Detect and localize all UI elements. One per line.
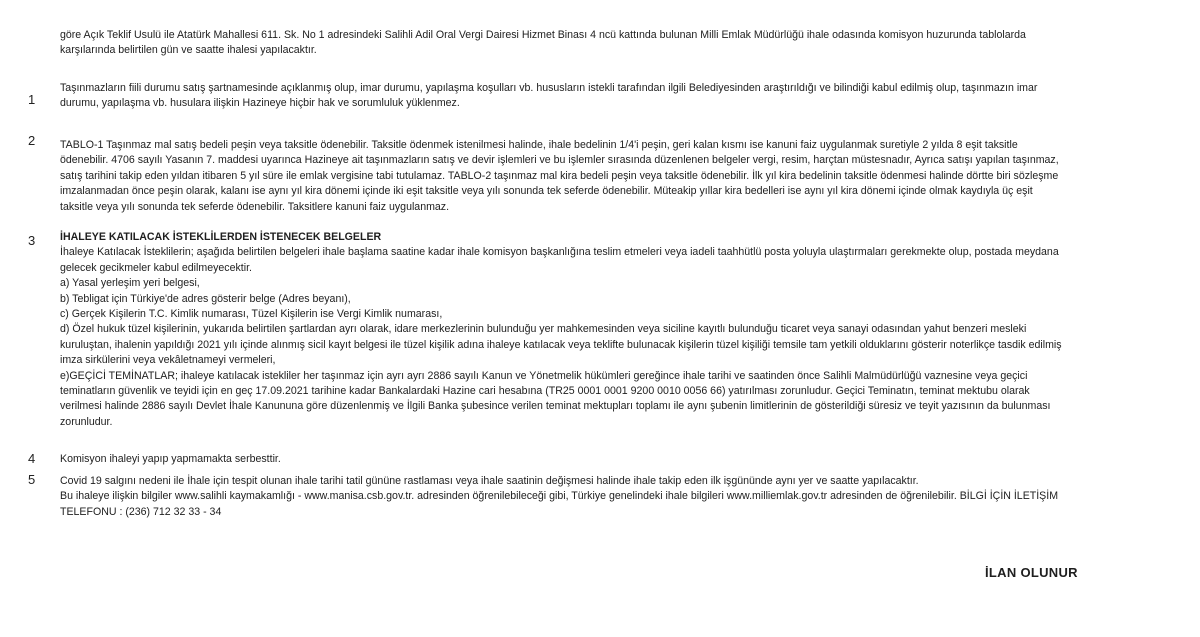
- item-number: 2: [28, 133, 36, 148]
- item-3-paragraph: [60, 230, 1160, 430]
- section-heading: İHALEYE KATILACAK İSTEKLİLERDEN İSTENECEK BELGELER: [60, 231, 382, 243]
- text-line: zorunludur.: [60, 415, 113, 428]
- text-line: imza sirkülerini veya vekâletnameyi vermeleri,: [60, 354, 276, 367]
- text-line: teminatların güvenlik ve teyidi için en geç 17.09.2021 tarihine kadar Bankalardaki Hazine cari hesabına (TR25 0001 0001 9200 0010 0056 66) yatırılması zorunludur. Geçici Teminatın, teminat mektubu olarak: [60, 385, 1030, 398]
- text-line: TELEFONU : (236) 712 32 33 - 34: [60, 505, 222, 518]
- text-line: gelecek gecikmeler kabul edilmeyecektir.: [60, 261, 252, 274]
- text-line: durumu, yapılaşma vb. husulara ilişkin Hazineye hiçbir hak ve sorumluluk yüklenmez.: [60, 97, 460, 110]
- text-line: satış tarihini takip eden yıldan itibaren 5 yıl süre ile emlak vergisine tabi tutulamaz. TABLO-2 taşınmaz mal kira bedeli peşin veya taksitle ödenebilir. İlk yıl kira bedelinin taksitle ödenmesi halinde dörtte biri sözleşme: [60, 169, 1059, 182]
- text-line: taksitle veya yılı sonunda tek seferde ödenebilir. Taksitlere kanuni faiz uygulanmaz.: [60, 200, 450, 213]
- item-number: 1: [28, 92, 36, 107]
- text-line: karşılarında belirtilen gün ve saatte ihalesi yapılacaktır.: [60, 44, 317, 57]
- text-line: göre Açık Teklif Usulü ile Atatürk Mahallesi 611. Sk. No 1 adresindeki Salihli Adil Oral Vergi Dairesi Hizmet Binası 4 ncü kattında bulunan Milli Emlak Müdürlüğü ihale odasında komisyon huzurunda tablolarda: [60, 29, 1026, 41]
- text-line: Bu ihaleye ilişkin bilgiler www.salihli kaymakamlığı - www.manisa.csb.gov.tr. adresinden öğrenilebileceği gibi, Türkiye genelindeki ihale bilgileri www.milliemlak.gov.tr adresinden de öğrenilebilir. BİLGİ İÇİN İLETİŞİM: [60, 490, 1059, 503]
- closing-statement: İLAN OLUNUR: [985, 565, 1078, 580]
- item-number: 5: [28, 472, 36, 487]
- list-item: e)GEÇİCİ TEMİNATLAR; ihaleye katılacak istekliler her taşınmaz için ayrı ayrı 2886 sayılı Kanun ve Yönetmelik hükümleri gereğince ihale tarihi ve saatinden önce Salihli Malmüdürlüğü vaznesine veya geçici: [60, 369, 1028, 382]
- text-line: imzalanmadan önce peşin olarak, kalanı ise aynı yıl kira dönemi içinde iki eşit taksitle veya yılı sonunda tek seferde ödenebilir. Müteakip yıllar kira bedelleri ise aynı yıl kira dönemi içinde olmak kaydıyla üç eşit: [60, 185, 1033, 198]
- text-line: İhaleye Katılacak İsteklilerin; aşağıda belirtilen belgeleri ihale başlama saatine kadar ihale komisyon başkanlığına teslim etmeleri veya iadeli taahhütlü posta yoluyla ulaştırmaları gerekmekte olup, postada meydana: [60, 246, 1059, 259]
- item-number: 3: [28, 233, 36, 248]
- item-4-paragraph: [60, 452, 1160, 467]
- text-line: ödenebilir. 4706 sayılı Yasanın 7. maddesi uyarınca Hazineye ait taşınmazların satış ve devir işlemleri ve bu işlemler sırasında düzenlenen belgeler vergi, resim, harçtan müstesnadır, Ayrıca satışı yapılan taşınmaz,: [60, 154, 1059, 167]
- list-item: c) Gerçek Kişilerin T.C. Kimlik numarası, Tüzel Kişilerin ise Vergi Kimlik numarası,: [60, 308, 443, 321]
- text-line: verilmesi halinde 2886 sayılı Devlet İhale Kanununa göre düzenlenmiş ve İlgili Banka şubesince verilen teminat mektupları toplamı ile aynı şubenin limitlerinin de gösterildiği süresiz ve teyit yazısının da bulunması: [60, 400, 1051, 413]
- text-line: kuruluştan, ihalenin yapıldığı 2021 yılı içinde alınmış sicil kayıt belgesi ile tüzel kişilik adına ihaleye katılacak veya teklifte bulunacak kişilerin tüzel kişiliği temsile tam yetkili olduklarını gösterir noterlikçe tasdik edilmiş: [60, 338, 1062, 351]
- item-2-paragraph: [60, 138, 1160, 215]
- list-item: b) Tebligat için Türkiye'de adres gösterir belge (Adres beyanı),: [60, 292, 351, 305]
- item-number: 4: [28, 451, 36, 466]
- text-line: Taşınmazların fiili durumu satış şartnamesinde açıklanmış olup, imar durumu, yapılaşma koşulları vb. hususların istekli tarafından ilgili Belediyesinden araştırıldığı ve bilindiği kabul edilmiş olup, taşınmazın imar: [60, 82, 1038, 94]
- list-item: a) Yasal yerleşim yeri belgesi,: [60, 277, 200, 290]
- text-line: Komisyon ihaleyi yapıp yapmamakta serbesttir.: [60, 453, 281, 465]
- text-line: Covid 19 salgını nedeni ile İhale için tespit olunan ihale tarihi tatil gününe rastlaması veya ihale saatinin değişmesi halinde ihale takip eden ilk işgününde aynı yer ve saatte yapılacaktır.: [60, 475, 919, 487]
- item-5-paragraph: [60, 474, 1160, 520]
- text-line: TABLO-1 Taşınmaz mal satış bedeli peşin veya taksitle ödenebilir. Taksitle ödenmek istenilmesi halinde, ihale bedelinin 1/4'i peşin, geri kalan kısmı ise kanuni faiz uygulanmak suretiyle 2 yılda 8 eşit taksitle: [60, 139, 1018, 151]
- item-1-paragraph: [60, 81, 1160, 112]
- list-item: d) Özel hukuk tüzel kişilerinin, yukarıda belirtilen şartlardan ayrı olarak, idare merkezlerinin bulunduğu yer mahkemesinden veya siciline kayıtlı bulunduğu ticaret veya sanayi odasından yahut benzeri mesleki: [60, 323, 1027, 336]
- intro-paragraph: [60, 28, 1160, 59]
